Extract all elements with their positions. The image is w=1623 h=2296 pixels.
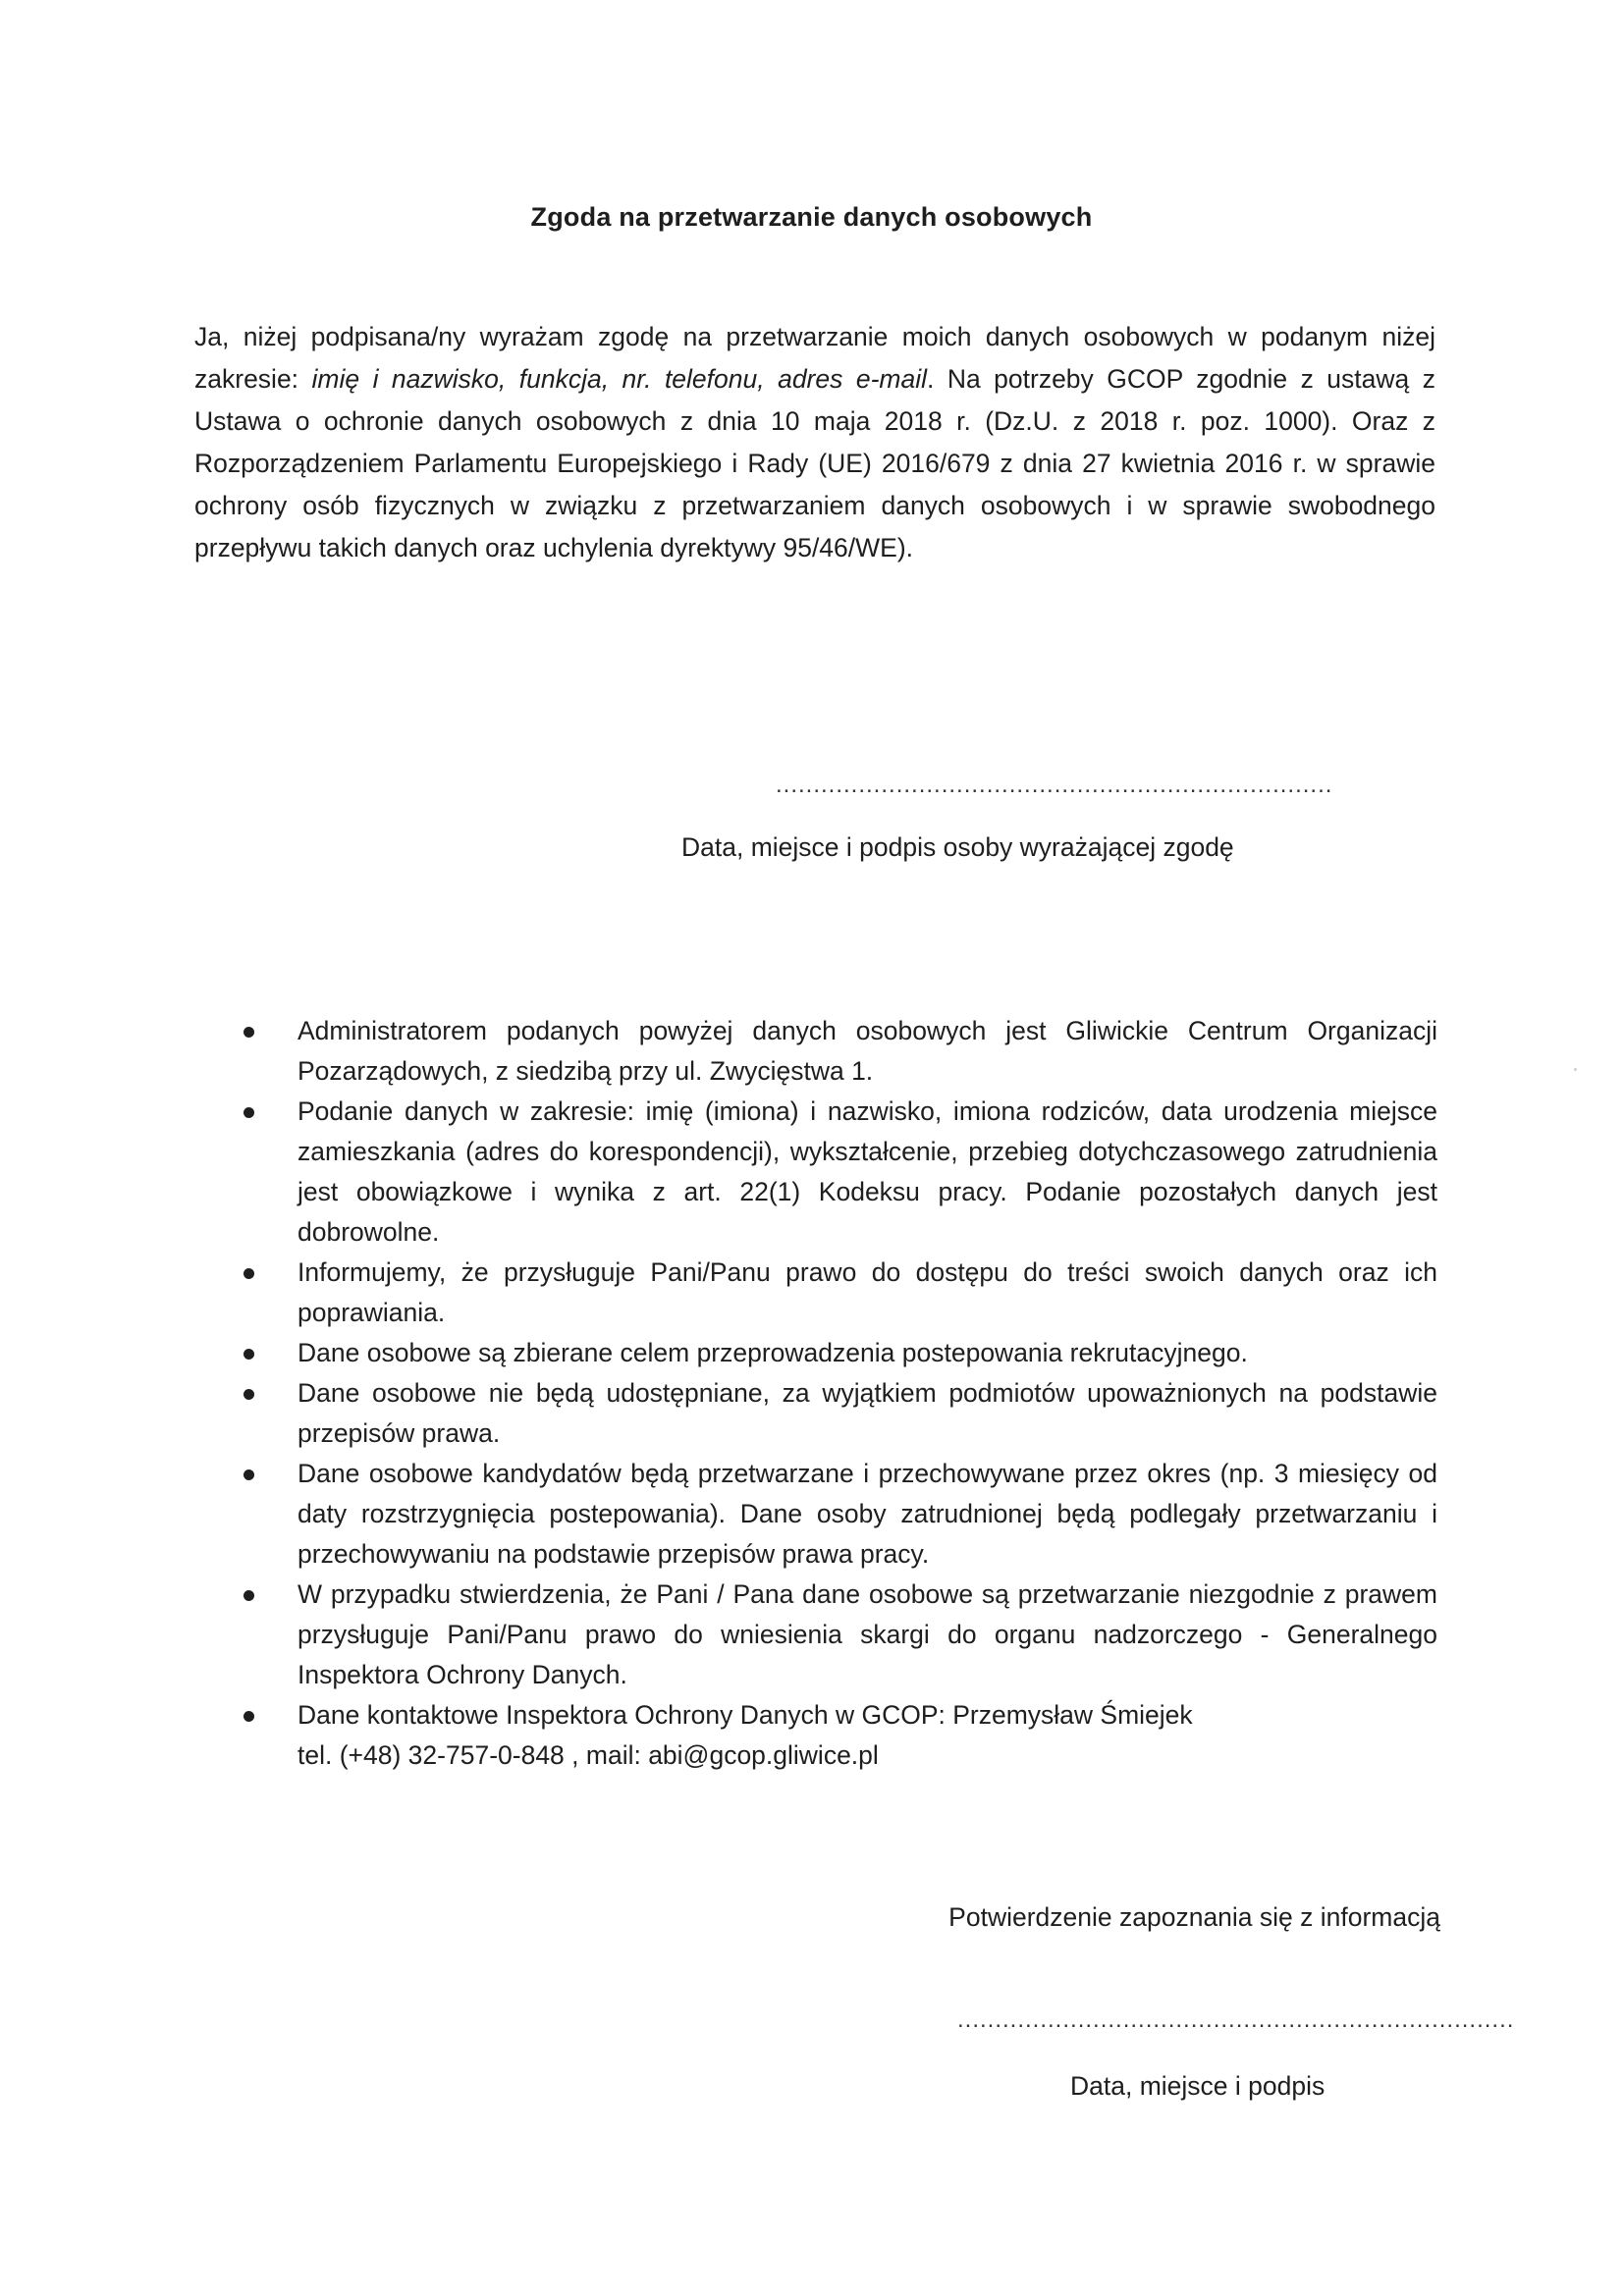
confirmation-signature-label: Data, miejsce i podpis [1070, 2071, 1325, 2101]
consent-text-part1: Ja, niżej podpisana/ny wyrażam zgodę na przetwarzanie moich danych osobowych w podanym niżej zakresie: [194, 322, 1435, 394]
bullet-icon [243, 1389, 254, 1400]
contact-list-item [243, 1695, 1437, 1776]
list-item-text: Dane osobowe kandydatów będą przetwarzane i przechowywane przez okres (np. 3 miesięcy od daty rozstrzygnięcia postepowania). Dane osoby zatrudnionej będą podlegały przetwarzaniu i przechowywaniu na podstawie przepisów prawa pracy. [298, 1459, 1437, 1569]
document-title: Zgoda na przetwarzanie danych osobowych [530, 202, 1093, 232]
consent-text-part2: . Na potrzeby GCOP zgodnie z ustawą z Ustawa o ochronie danych osobowych z dnia 10 maja 2018 r. (Dz.U. z 2018 r. poz. 1000). Oraz z Rozporządzeniem Parlamentu Europejskiego i Rady (UE) 2016/679 z dnia 27 kwietnia 2016 r. w sprawie ochrony osób fizycznych w związku z przetwarzaniem danych osobowych i w sprawie swobodnego przepływu takich danych oraz uchylenia dyrektywy 95/46/WE). [194, 364, 1435, 562]
list-item [243, 1333, 1437, 1373]
bullet-icon [243, 1349, 254, 1360]
list-item [243, 1454, 1437, 1575]
bullet-icon [243, 1027, 254, 1038]
contact-line-1: Dane kontaktowe Inspektora Ochrony Danych w GCOP: Przemysław Śmiejek [298, 1700, 1193, 1730]
list-item-text: Informujemy, że przysługuje Pani/Panu prawo do dostępu do treści swoich danych oraz ich poprawiania. [298, 1257, 1437, 1327]
confirmation-signature-line: .......................................................................... [957, 2006, 1515, 2033]
list-item-text: Dane osobowe są zbierane celem przeprowadzenia postepowania rekrutacyjnego. [298, 1338, 1248, 1367]
list-item [243, 1092, 1437, 1253]
consent-paragraph [194, 316, 1435, 569]
bullet-icon [243, 1268, 254, 1279]
bullet-icon [243, 1590, 254, 1601]
list-item [243, 1575, 1437, 1695]
consent-scope: imię i nazwisko, funkcja, nr. telefonu, adres e-mail [311, 364, 927, 394]
signature-label: Data, miejsce i podpis osoby wyrażającej zgodę [681, 832, 1234, 862]
information-list [243, 1011, 1437, 1776]
confirmation-label: Potwierdzenie zapoznania się z informacją [948, 1902, 1440, 1932]
list-item [243, 1373, 1437, 1454]
list-item-text: Dane osobowe nie będą udostępniane, za wyjątkiem podmiotów upoważnionych na podstawie przepisów prawa. [298, 1378, 1437, 1448]
list-item-text: Administratorem podanych powyżej danych osobowych jest Gliwickie Centrum Organizacji Pozarządowych, z siedzibą przy ul. Zwycięstwa 1. [298, 1016, 1437, 1086]
contact-line-2: tel. (+48) 32-757-0-848 , mail: abi@gcop.gliwice.pl [298, 1740, 879, 1770]
signature-line: .......................................................................... [776, 772, 1333, 798]
list-item-text: W przypadku stwierdzenia, że Pani / Pana dane osobowe są przetwarzanie niezgodnie z prawem przysługuje Pani/Panu prawo do wniesienia skargi do organu nadzorczego - Generalnego Inspektora Ochrony Danych. [298, 1579, 1437, 1689]
list-item [243, 1011, 1437, 1092]
list-item-text: Podanie danych w zakresie: imię (imiona) i nazwisko, imiona rodziców, data urodzenia miejsce zamieszkania (adres do korespondencji), wykształcenie, przebieg dotychczasowego zatrudnienia jest obowiązkowe i wynika z art. 22(1) Kodeksu pracy. Podanie pozostałych danych jest dobrowolne. [298, 1096, 1437, 1247]
scan-speck [1574, 1068, 1577, 1071]
bullet-icon [243, 1711, 254, 1722]
list-item [243, 1253, 1437, 1333]
bullet-icon [243, 1107, 254, 1118]
bullet-icon [243, 1469, 254, 1480]
